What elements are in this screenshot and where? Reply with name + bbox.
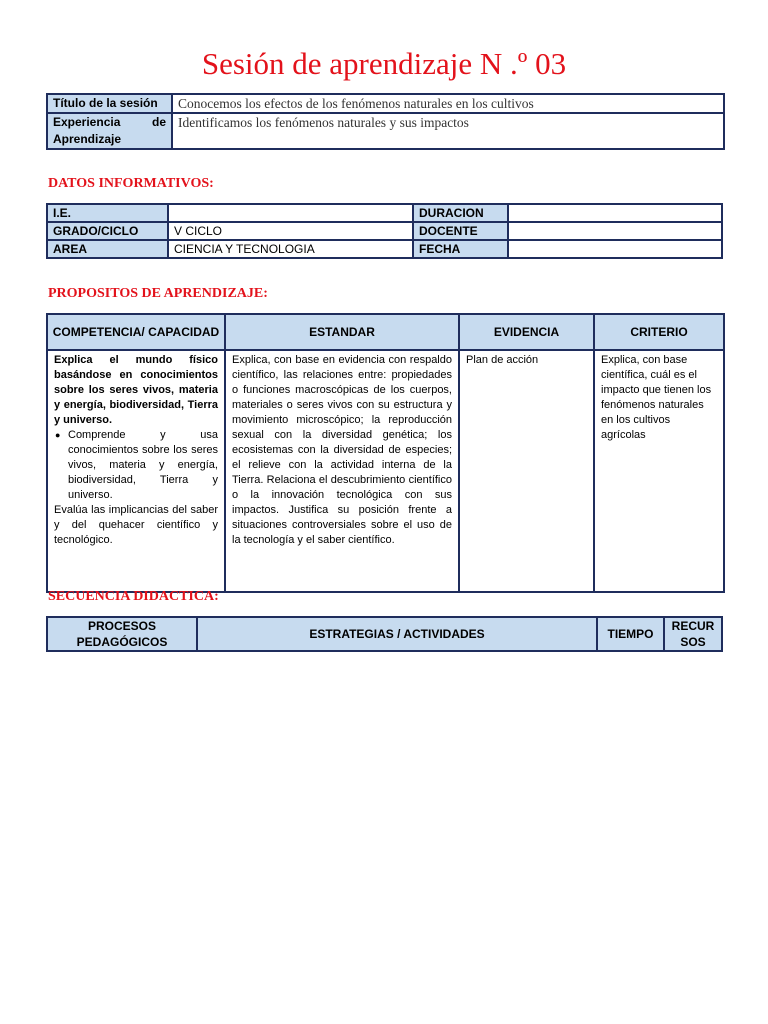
estandar-cell: Explica, con base en evidencia con respaldo científico, las relaciones entre: propiedades o funciones macroscópicas de los cuerpos, materiales o seres vivos con su estructura y movimiento microscópico; la reproducción sexual con la diversidad genética; los ecosistemas con la diversidad de especies; el relieve con la actividad interna de la Tierra. Relaciona el descubrimiento científico o la innovación tecnológica con sus impactos. Justifica su posición frente a situaciones controversiales sobre el uso de la tecnología y el saber científico. [225,350,459,592]
competencia-extra: Evalúa las implicancias del saber y del quehacer científico y tecnológico. [54,504,218,546]
titulo-label: Título de la sesión [47,94,172,113]
table-row: AREA CIENCIA Y TECNOLOGIA FECHA [47,240,722,258]
secuencia-table [46,616,723,652]
session-info-table [46,93,725,150]
datos-informativos-heading: DATOS INFORMATIVOS: [48,176,214,191]
header-competencia: COMPETENCIA/ CAPACIDAD [47,314,225,350]
experiencia-value: Identificamos los fenómenos naturales y sus impactos [172,113,724,149]
table-row: I.E. DURACION [47,204,722,222]
header-estrategias: ESTRATEGIAS / ACTIVIDADES [197,617,597,651]
header-procesos: PROCESOS PEDAGÓGICOS [47,617,197,651]
competencia-cell [47,350,225,592]
secuencia-heading: SECUENCIA DIDACTICA: [48,589,219,604]
criterio-cell: Explica, con base científica, cuál es el impacto que tienen los fenómenos naturales en los cultivos agrícolas [594,350,724,592]
competencia-text: Explica el mundo físico basándose en conocimientos sobre los seres vivos, materia y energía, biodiversidad, Tierra y universo. [54,354,218,426]
propositos-heading: PROPOSITOS DE APRENDIZAJE: [48,286,268,301]
bullet-icon: ● [55,430,61,440]
list-item: ● Comprende y usa conocimientos sobre los seres vivos, materia y energía, biodiversidad, Tierra y universo. [55,429,218,501]
table-row: GRADO/CICLO V CICLO DOCENTE [47,222,722,240]
header-estandar: ESTANDAR [225,314,459,350]
header-criterio: CRITERIO [594,314,724,350]
titulo-value: Conocemos los efectos de los fenómenos naturales en los cultivos [172,94,724,113]
propositos-table [46,313,725,593]
experiencia-label: Experiencia de Aprendizaje [47,113,172,149]
header-recursos: RECUR SOS [664,617,722,651]
header-evidencia: EVIDENCIA [459,314,594,350]
header-tiempo: TIEMPO [597,617,664,651]
datos-informativos-table [46,203,723,259]
page-title: Sesión de aprendizaje N .º 03 [201,46,567,81]
evidencia-cell: Plan de acción [459,350,594,592]
